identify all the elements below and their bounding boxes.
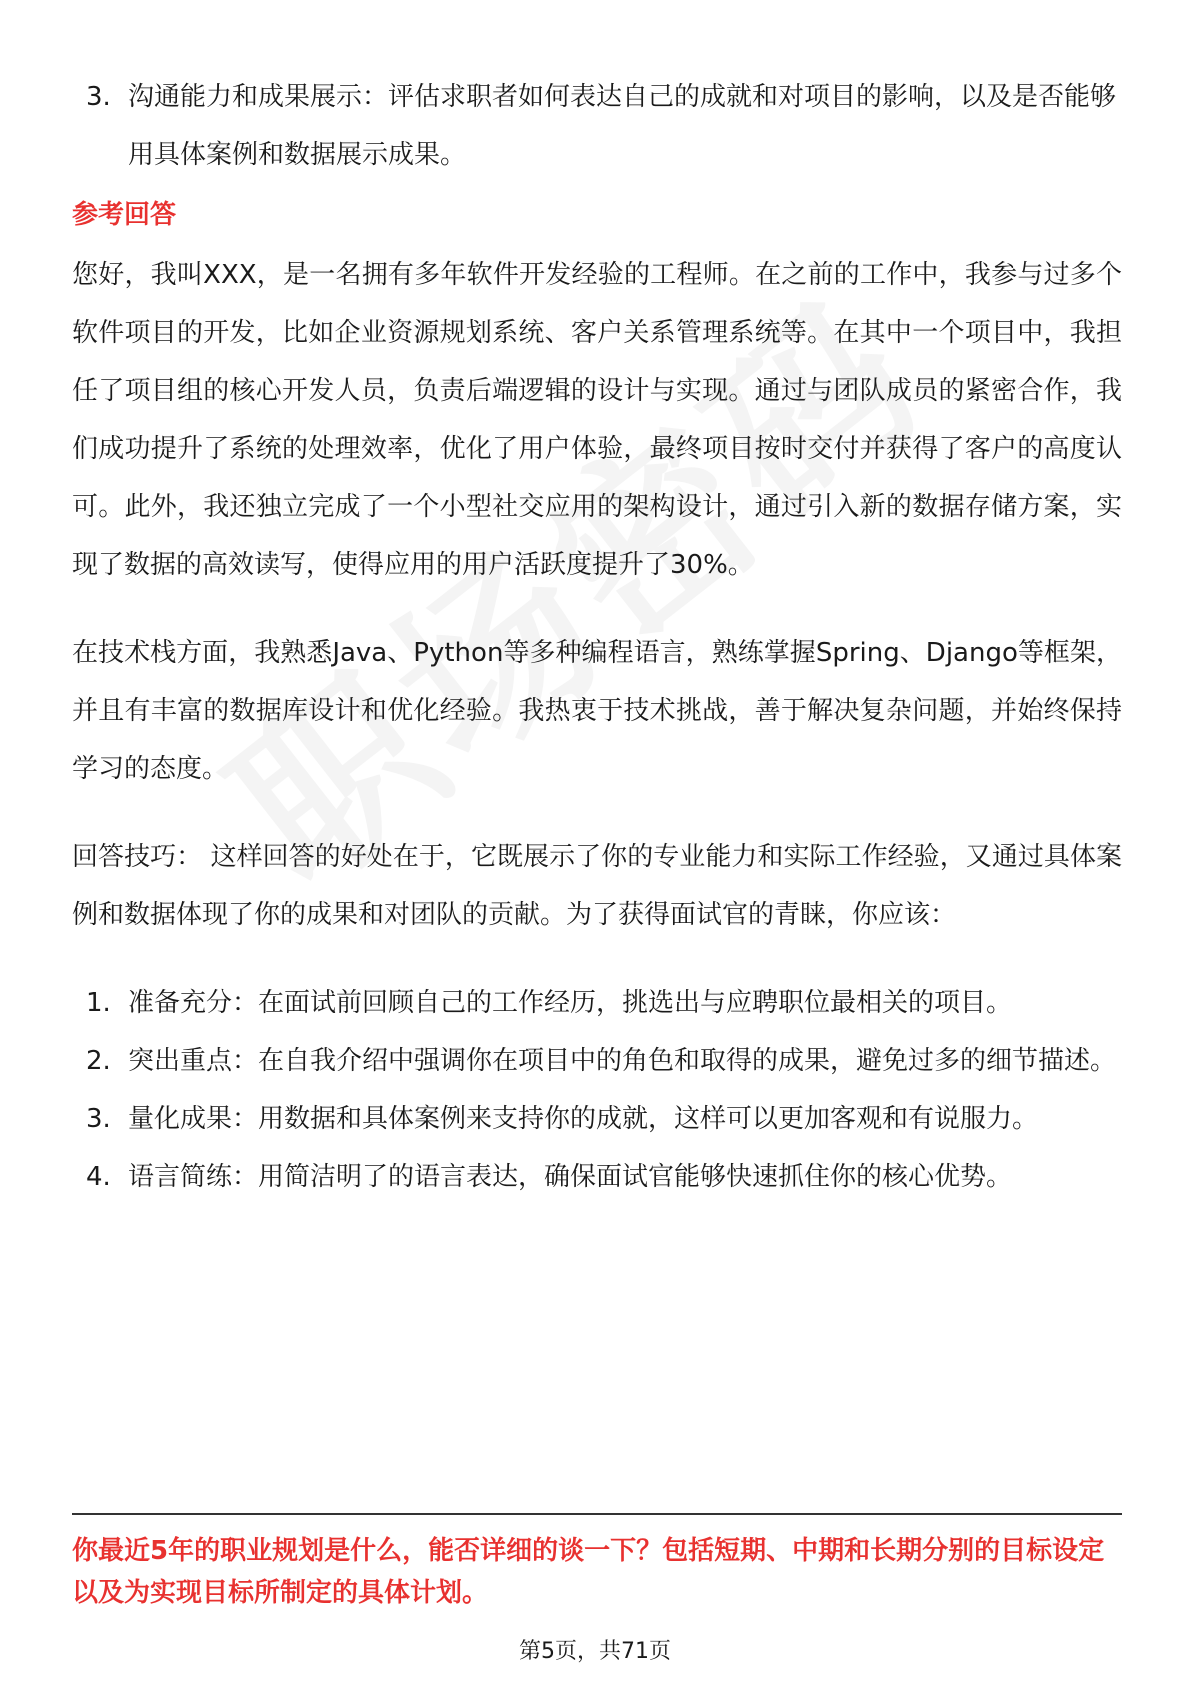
list-item-text: 沟通能力和成果展示：评估求职者如何表达自己的成就和对项目的影响，以及是否能够用具体案例和数据展示成果。 — [128, 82, 1117, 170]
list-item-text: 量化成果：用数据和具体案例来支持你的成就，这样可以更加客观和有说服力。 — [128, 1104, 1039, 1134]
tips-intro-paragraph: 回答技巧： 这样回答的好处在于，它既展示了你的专业能力和实际工作经验，又通过具体案例和数据体现了你的成果和对团队的贡献。为了获得面试官的青睐，你应该： — [72, 842, 1122, 930]
list-item-number: 3. — [86, 1104, 111, 1134]
list-item-text: 语言简练：用简洁明了的语言表达，确保面试官能够快速抓住你的核心优势。 — [128, 1162, 1013, 1192]
list-item-text: 突出重点：在自我介绍中强调你在项目中的角色和取得的成果，避免过多的细节描述。 — [128, 1046, 1117, 1076]
list-item — [72, 1090, 1122, 1148]
list-item — [72, 1148, 1122, 1206]
list-item-number: 3. — [86, 82, 111, 112]
list-item-text: 准备充分：在面试前回顾自己的工作经历，挑选出与应聘职位最相关的项目。 — [128, 988, 1013, 1018]
list-item — [72, 68, 1122, 184]
tech-stack-paragraph: 在技术栈方面，我熟悉Java、Python等多种编程语言，熟练掌握Spring、Django等框架，并且有丰富的数据库设计和优化经验。我热衷于技术挑战，善于解决复杂问题，并始终保持学习的态度。 — [72, 638, 1122, 784]
criteria-list — [72, 68, 1122, 184]
list-item — [72, 974, 1122, 1032]
reference-answer-heading: 参考回答 — [72, 200, 177, 230]
list-item — [72, 1032, 1122, 1090]
document-content — [72, 68, 1122, 1206]
answer-paragraph: 您好，我叫XXX，是一名拥有多年软件开发经验的工程师。在之前的工作中，我参与过多个软件项目的开发，比如企业资源规划系统、客户关系管理系统等。在其中一个项目中，我担任了项目组的核心开发人员，负责后端逻辑的设计与实现。通过与团队成员的紧密合作，我们成功提升了系统的处理效率，优化了用户体验，最终项目按时交付并获得了客户的高度认可。此外，我还独立完成了一个小型社交应用的架构设计，通过引入新的数据存储方案，实现了数据的高效读写，使得应用的用户活跃度提升了30%。 — [72, 260, 1122, 580]
page-number: 第5页，共71页 — [519, 1639, 671, 1664]
list-item-number: 1. — [86, 988, 111, 1018]
tips-list — [72, 974, 1122, 1206]
list-item-number: 4. — [86, 1162, 111, 1192]
next-question-heading: 你最近5年的职业规划是什么，能否详细的谈一下？包括短期、中期和长期分别的目标设定以及为实现目标所制定的具体计划。 — [72, 1536, 1105, 1608]
list-item-number: 2. — [86, 1046, 111, 1076]
section-divider — [72, 1513, 1122, 1515]
